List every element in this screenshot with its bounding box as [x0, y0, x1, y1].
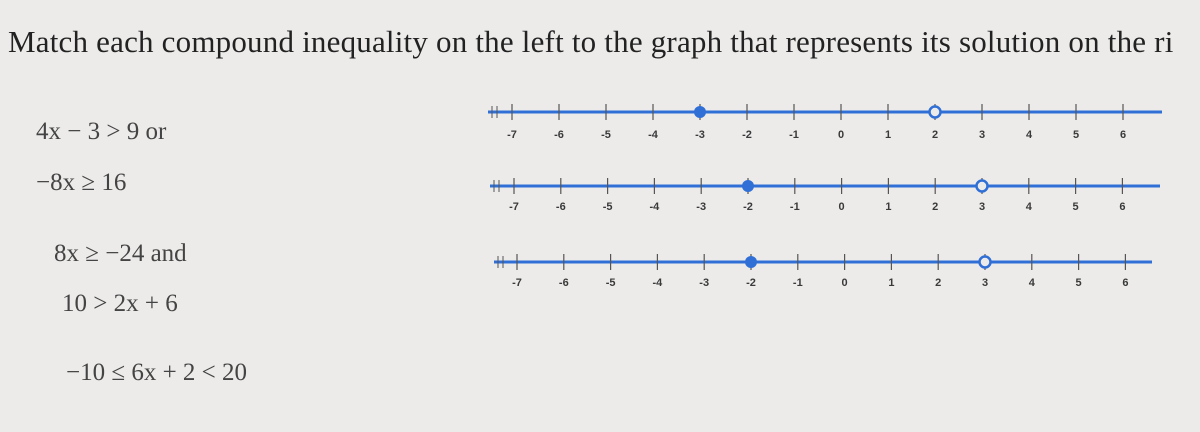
number-line-3-tick-label: -2 — [746, 277, 756, 289]
number-line-2-tick-label: -1 — [789, 201, 800, 213]
number-line-3-tick-label: 1 — [888, 277, 895, 289]
inequality-1-line-2: −8x ≥ 16 — [36, 169, 127, 196]
number-line-2-tick-label: 3 — [978, 201, 986, 213]
number-line-3-tick-label: -6 — [558, 277, 569, 289]
number-line-2-tick-label: 6 — [1119, 201, 1126, 213]
number-line-1-tick-label: -3 — [695, 129, 705, 141]
number-line-3-tick-label: -5 — [605, 277, 616, 289]
number-line-1-tick-label: -6 — [554, 129, 564, 141]
number-line-2-tick-label: -2 — [743, 201, 753, 213]
number-line-3-tick-label: -4 — [652, 277, 663, 289]
number-line-3-tick-label: 2 — [935, 277, 942, 289]
number-line-2-tick-label: 5 — [1072, 201, 1079, 213]
number-line-2-tick-label: -6 — [555, 201, 566, 213]
number-line-1-tick-label: 6 — [1119, 129, 1127, 141]
inequality-2-line-2: 10 > 2x + 6 — [62, 290, 178, 317]
number-line-1-tick-label: 2 — [931, 129, 939, 141]
number-line-2-tick-label: 0 — [838, 201, 845, 213]
number-line-2-tick-label: 2 — [932, 201, 939, 213]
number-line-3-tick-label: -3 — [699, 277, 710, 289]
number-line-1-tick-label: 3 — [978, 129, 986, 141]
number-line-1-closed-point — [694, 106, 706, 118]
number-line-1-tick-label: -7 — [507, 129, 517, 141]
number-line-2-tick-label: -4 — [649, 201, 660, 213]
number-line-1-tick-label: 0 — [837, 129, 845, 141]
number-line-2-tick-label: -5 — [602, 201, 613, 213]
number-line-3-closed-point — [745, 256, 757, 268]
number-line-2-tick-label: 1 — [885, 201, 892, 213]
number-line-1-open-point — [930, 107, 941, 118]
number-line-2-tick-label: -7 — [509, 201, 519, 213]
number-line-2-tick-label: -3 — [696, 201, 707, 213]
inequality-2-line-1: 8x ≥ −24 and — [54, 240, 187, 267]
number-line-1-tick-label: -2 — [742, 129, 752, 141]
number-line-1-tick-label: -5 — [601, 129, 611, 141]
number-line-1-tick-label: -1 — [789, 129, 799, 141]
number-line-2-open-point — [977, 181, 988, 192]
number-line-2-closed-point — [742, 180, 754, 192]
number-line-1-tick-label: 1 — [884, 129, 892, 141]
inequality-3-line-1: −10 ≤ 6x + 2 < 20 — [66, 359, 248, 386]
number-line-1-tick-label: 5 — [1072, 129, 1080, 141]
number-line-3-tick-label: -1 — [792, 277, 803, 289]
instruction-text: Match each compound inequality on the left to the graph that represents its solution on the ri — [8, 24, 1174, 59]
number-line-3-tick-label: 0 — [841, 277, 848, 289]
number-line-1-tick-label: 4 — [1025, 129, 1033, 141]
number-line-3-tick-label: -7 — [512, 277, 522, 289]
number-line-3-tick-label: 3 — [981, 277, 989, 289]
number-line-3-tick-label: 6 — [1122, 277, 1129, 289]
number-line-1-tick-label: -4 — [648, 129, 658, 141]
number-line-3-tick-label: 5 — [1075, 277, 1082, 289]
inequality-1-line-1: 4x − 3 > 9 or — [36, 118, 167, 145]
number-line-3-tick-label: 4 — [1028, 277, 1035, 289]
number-line-3-open-point — [980, 257, 991, 268]
number-line-2-tick-label: 4 — [1025, 201, 1032, 213]
